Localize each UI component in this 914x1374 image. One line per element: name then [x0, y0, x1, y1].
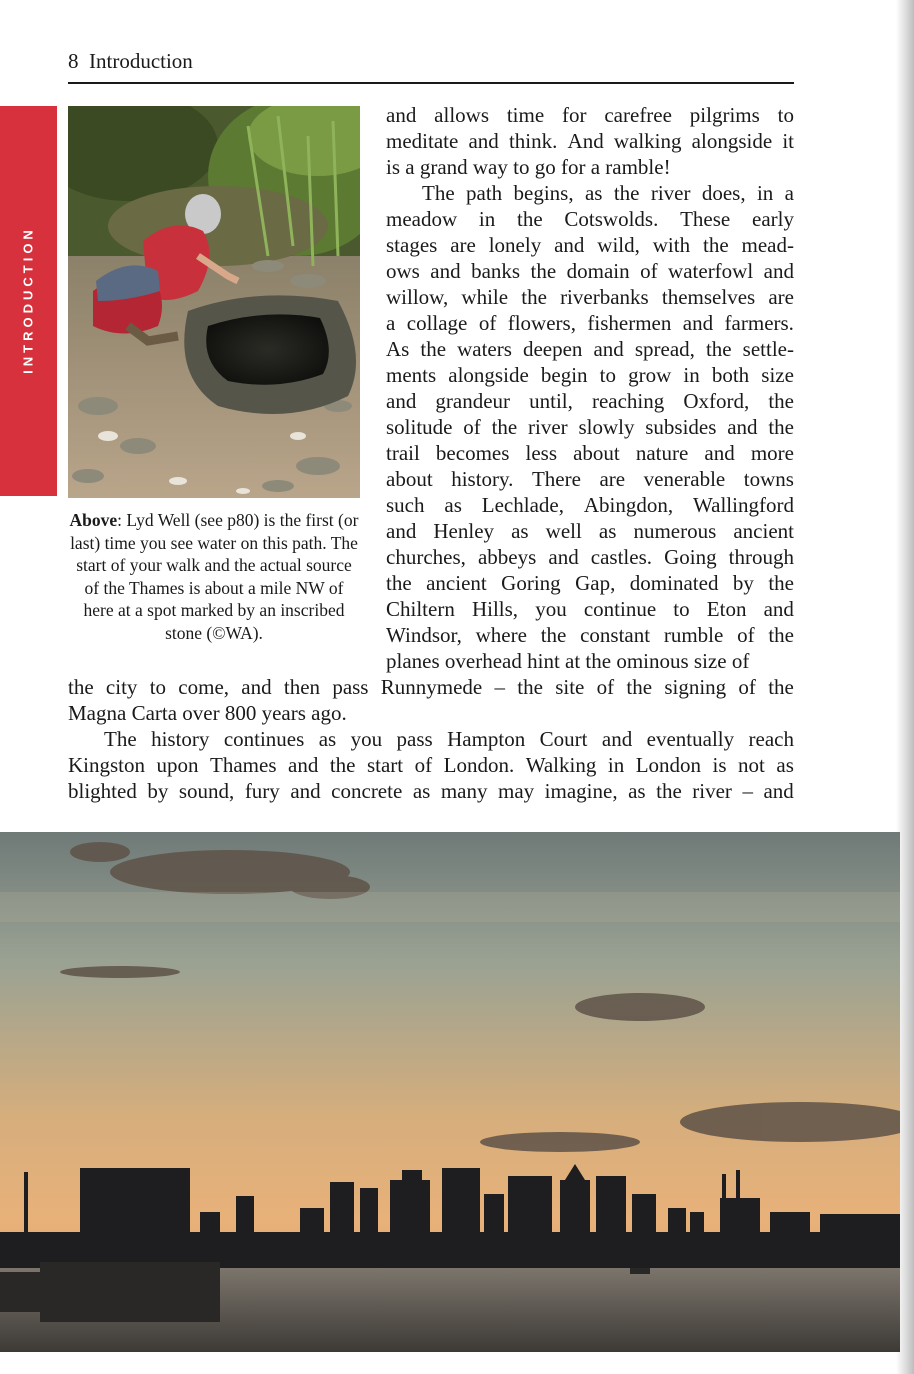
header-rule	[68, 82, 794, 84]
text-line: willow, while the riverbanks themselves are	[386, 285, 794, 309]
text-line: The path begins, as the river does, in a	[422, 181, 794, 205]
text-line: blighted by sound, fury and concrete as many may imagine, as the river – and	[68, 779, 794, 803]
text-line: As the waters deepen and spread, the settle-	[386, 337, 794, 361]
text-line: a collage of flowers, fishermen and farmers.	[386, 311, 794, 335]
text-line: Chiltern Hills, you continue to Eton and	[386, 597, 794, 621]
text-line: is a grand way to go for a ramble!	[386, 155, 671, 179]
photo-caption	[68, 509, 360, 645]
text-line: about history. There are venerable towns	[386, 467, 794, 491]
text-line: stages are lonely and wild, with the mead-	[386, 233, 794, 257]
section-title: Introduction	[89, 49, 193, 73]
text-line: the ancient Goring Gap, dominated by the	[386, 571, 794, 595]
person-at-stone-well-photo-icon	[68, 106, 360, 498]
text-line: The history continues as you pass Hampton Court and eventually reach	[104, 727, 794, 751]
text-line: meditate and think. And walking alongside it	[386, 129, 794, 153]
text-line: planes overhead hint at the ominous size of	[386, 649, 750, 673]
caption-label: Above	[69, 510, 118, 530]
text-line: such as Lechlade, Abingdon, Wallingford	[386, 493, 794, 517]
lyd-well-photo	[68, 106, 360, 498]
text-line: meadow in the Cotswolds. These early	[386, 207, 794, 231]
text-line: ments alongside begin to grow in both size	[386, 363, 794, 387]
caption-text: : Lyd Well (see p80) is the first (or last) time you see water on this path. The start of your walk and the actual source of the Thames is about a mile NW of here at a spot marked by an inscribed stone (©WA).	[70, 510, 359, 643]
text-line: trail becomes less about nature and more	[386, 441, 794, 465]
thames-london-skyline-sunset-photo-icon	[0, 832, 900, 1352]
text-line: Kingston upon Thames and the start of London. Walking in London is not as	[68, 753, 794, 777]
text-line: churches, abbeys and castles. Going through	[386, 545, 794, 569]
text-line: solitude of the river slowly subsides and the	[386, 415, 794, 439]
text-line: and grandeur until, reaching Oxford, the	[386, 389, 794, 413]
text-line: the city to come, and then pass Runnymede – the site of the signing of the	[68, 675, 794, 699]
text-line: Windsor, where the constant rumble of the	[386, 623, 794, 647]
side-tab-label: INTRODUCTION	[20, 226, 36, 374]
text-line: and Henley as well as numerous ancient	[386, 519, 794, 543]
text-line: Magna Carta over 800 years ago.	[68, 701, 347, 725]
london-skyline-photo	[0, 832, 900, 1352]
text-line: ows and banks the domain of waterfowl and	[386, 259, 794, 283]
text-line: and allows time for carefree pilgrims to	[386, 103, 794, 127]
page-number: 8	[68, 49, 79, 73]
page-header	[68, 48, 794, 74]
